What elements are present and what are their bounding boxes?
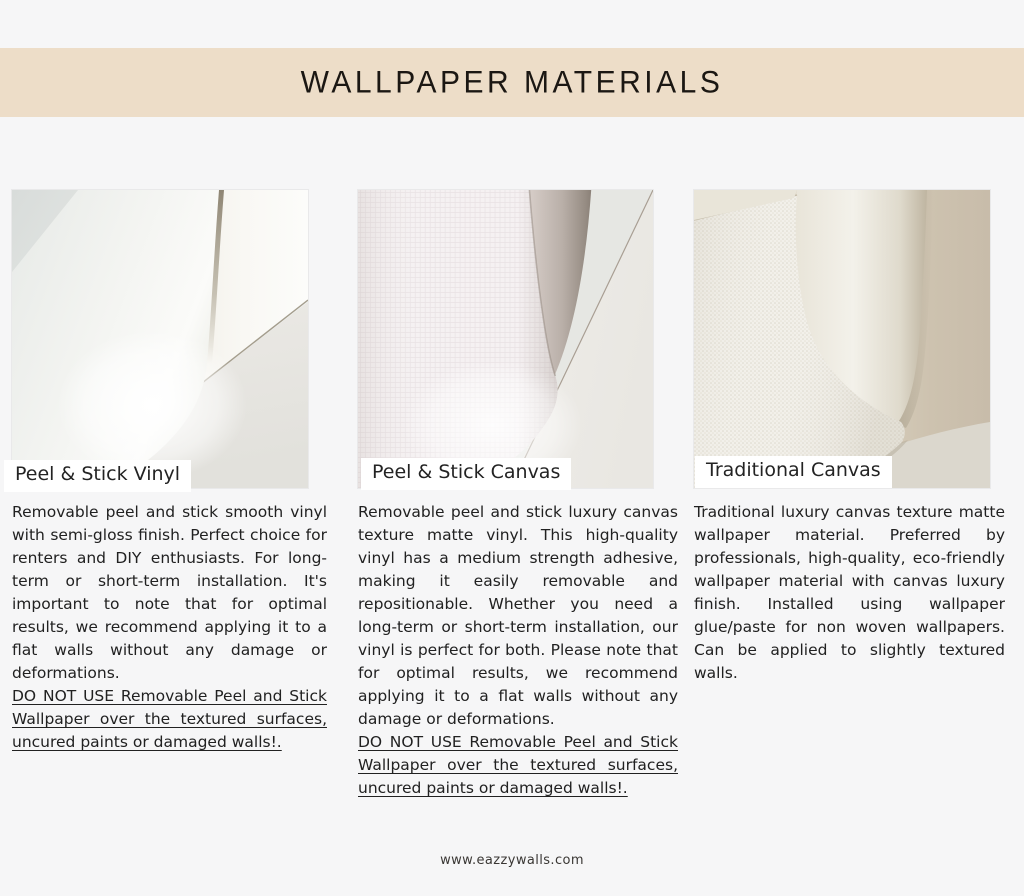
smooth-vinyl-curl-image — [12, 190, 308, 488]
traditional-canvas-roll-image — [694, 190, 990, 488]
material-name-label: Peel & Stick Canvas — [361, 458, 571, 490]
canvas-texture-curl-image — [358, 190, 653, 488]
material-description: Removable peel and stick smooth vinyl with semi-gloss finish. Perfect choice for renters and DIY enthusiasts. For long-term or short-term installation. It's important to note that for optimal results, we recommend applying it to a flat walls without any damage or deformations. — [12, 503, 327, 682]
material-photo — [12, 190, 308, 488]
material-warning-underlined: DO NOT USE Removable Peel and Stick Wallpaper over the textured surfaces, uncured paints or damaged walls!. — [358, 733, 678, 797]
material-card-peel-stick-vinyl — [12, 190, 327, 754]
page-footer — [0, 853, 1024, 868]
material-card-peel-stick-canvas — [358, 190, 678, 800]
material-description: Removable peel and stick luxury canvas texture matte vinyl. This high-quality vinyl has a medium strength adhesive, making it easily removable and repositionable. Whether you need a long-term or short-term installation, our vinyl is perfect for both. Please note that for optimal results, we recommend applying it to a flat walls without any damage or deformations. — [358, 503, 678, 728]
title-band — [0, 48, 1024, 117]
material-description: Traditional luxury canvas texture matte wallpaper material. Preferred by professionals, high-quality, eco-friendly wallpaper material with canvas luxury finish. Installed using wallpaper glue/paste for non woven wallpapers. Can be applied to slightly textured walls. — [694, 503, 1005, 682]
material-card-traditional-canvas — [694, 190, 1005, 685]
material-photo — [694, 190, 990, 488]
page-title: WALLPAPER MATERIALS — [300, 64, 724, 100]
material-name-label: Peel & Stick Vinyl — [4, 460, 191, 492]
material-warning-underlined: DO NOT USE Removable Peel and Stick Wallpaper over the textured surfaces, uncured paints or damaged walls!. — [12, 687, 327, 751]
material-photo — [358, 190, 653, 488]
website-url: www.eazzywalls.com — [440, 853, 584, 868]
material-name-label: Traditional Canvas — [695, 456, 892, 488]
